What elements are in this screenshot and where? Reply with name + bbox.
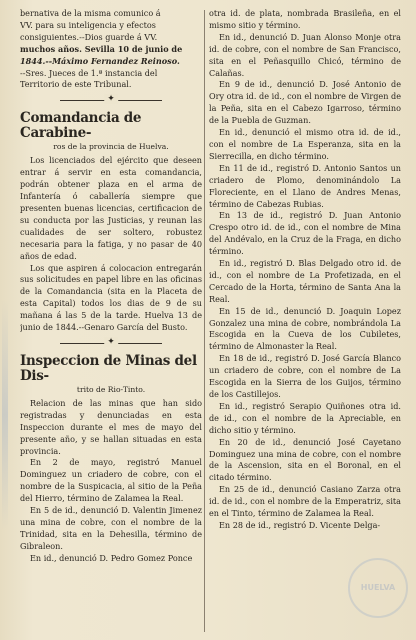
mine-entry: En id., registró Serapio Quiñones otra id. de id., con el nombre de la Apreciable, en dicho sitio y término. [209,400,401,435]
mine-entry: En 25 de id., denunció Casiano Zarza otra id. de id., con el nombre de la Emperatriz, sita en el Tinto, término de Zalamea la Real. [209,484,401,519]
section-title-comandancia: Comandancia de Carabine- [20,110,142,142]
intro-line: Territorio de este Tribunal. [20,79,132,90]
mine-entry: En 15 de id., denunció D. Joaquin Lopez Gonzalez una mina de cobre, nombrándola La Escogida en la Cueva de los Cubiletes, término de Almonaster la Real. [209,305,401,352]
scan-edge-mark [2,300,8,530]
section-subtitle-inspeccion: trito de Rio-Tinto. [76,384,146,394]
section-title-inspeccion: Inspeccion de Minas del Dis- [20,352,197,384]
mine-entry: En 2 de mayo, registró Manuel Dominguez un criadero de cobre, con el nombre de la Suspicacia, al sitio de la Peña del Hierro, término de Zalamea la Real. [20,457,202,504]
right-column [209,8,401,636]
intro-line: 1844.--Máximo Fernandez Reinoso. [20,55,180,66]
intro-line: VV. para su inteligencia y efectos [20,19,156,30]
mine-entry: En id., denunció el mismo otra id. de id., con el nombre de La Esperanza, sita en la Sierrecilla, en dicho término. [209,127,401,161]
section-subtitle-comandancia: ros de la provincia de Huelva. [53,142,169,152]
mine-entry: En 28 de id., registró D. Vicente Delga- [219,519,381,530]
comandancia-body: Los licenciados del ejército que deseen entrar á servir en esta comandancia, podrán obtener plaza en el arma de Infantería ó caballería siempre que presenten buenas licencias, certificacion de su conducta por las Justicias, y reunan las cualidades de ser soltero, robustez necesaria para la fatiga, y no pasar de 40 años de edad. [20,155,202,261]
intro-line: consiguientes.--Dios guarde á VV. [20,31,158,42]
intro-line: --Sres. Jueces de 1.ª instancia del [20,67,158,78]
intro-line: muchos años. Sevilla 10 de junio de [20,43,183,54]
mine-entry: En 18 de id., registró D. José García Blanco un criadero de cobre, con el nombre de La Escogida en la Sierra de los Guijos, término de los Castillejos. [209,353,401,399]
section-ornament [20,94,202,108]
mine-entry: En 20 de id., denunció José Cayetano Dominguez una mina de cobre, con el nombre de la Ascension, sita en el Boronal, en el citado término. [209,436,401,483]
mine-entry: otra id. de plata, nombrada Brasileña, en el mismo sitio y término. [209,8,401,30]
mine-entry: En 11 de id., registró D. Antonio Santos un criadero de Plomo, denominándolo La Floreciente, en el Llano de Andres Menas, término de Cabezas Rubias. [209,162,401,209]
left-column [20,8,202,636]
comandancia-body-2: Los que aspiren á colocacion entregarán sus solicitudes en papel libre en las oficinas de la Comandancia (sita en la Placeta de esta Capital) todos los dias de 9 de su mañana á las 5 de la tarde. Huelva 13 de junio de 1844.--Genaro García del Busto. [20,262,202,333]
library-stamp-watermark: HUELVA [348,558,408,618]
inspeccion-intro: Relacion de las minas que han sido registradas y denunciadas en esta Inspeccion durante el mes de mayo del presente año, y se hallan situadas en esta provincia. [20,397,202,456]
mine-entry: En 9 de id., denunció D. José Antonio de Ory otra id. de id., con el nombre de Virgen de la Peña, sita en el Cabezo Igarroso, término de la Puebla de Guzman. [209,79,401,126]
mine-entry: En id., denunció D. Pedro Gomez Ponce [30,552,193,563]
mine-entry: En id., denunció D. Juan Alonso Monje otra id. de cobre, con el nombre de San Francisco, sita en el Peñasquillo Chicó, término de Calañas. [209,31,401,78]
mine-entry: En 13 de id., registró D. Juan Antonio Crespo otro id. de id., con el nombre de Mina del Andévalo, en la Cruz de la Fraga, en dicho término. [209,210,401,257]
mine-entry: En id., registró D. Blas Delgado otro id. de id., con el nombre de La Profetizada, en el Cercado de la Horta, término de Santa Ana la Real. [209,258,401,304]
column-divider [204,10,205,632]
mine-entry: En 5 de id., denunció D. Valentin Jimenez una mina de cobre, con el nombre de la Trinidad, sita en la Dehesilla, término de Gibraleon. [20,505,202,551]
section-ornament [20,337,202,351]
intro-line: bernativa de la misma comunico á [20,8,161,18]
